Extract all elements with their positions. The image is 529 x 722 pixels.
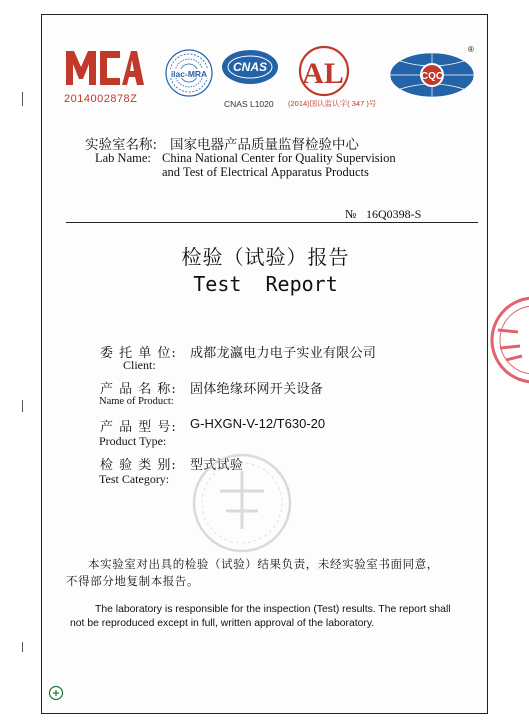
client-label-cn: 委 托 单 位: xyxy=(100,346,177,361)
test-category-label-cn: 检 验 类 别: xyxy=(100,458,177,473)
notice-en-line1: The laboratory is responsible for the inspection (Test) results. The report shall xyxy=(95,604,451,615)
cal-code: (2014)国认监认字( 347 )号 xyxy=(288,99,377,108)
test-category-label-en: Test Category: xyxy=(99,472,170,486)
lab-name-cn: 国家电器产品质量监督检验中心 xyxy=(170,137,359,153)
report-number: 16Q0398-S xyxy=(366,207,422,221)
cnas-code: CNAS L1020 xyxy=(224,99,274,109)
product-name-value: 固体绝缘环网开关设备 xyxy=(190,382,324,397)
margin-mark-left xyxy=(22,92,23,106)
ilac-mra-logo xyxy=(164,47,214,99)
svg-text:AL: AL xyxy=(302,57,344,90)
margin-mark-left-2 xyxy=(22,400,23,412)
header-divider xyxy=(66,222,478,223)
notice-cn-line1: 本实验室对出具的检验（试验）结果负责，未经实验室书面同意， xyxy=(88,557,439,571)
cma-logo xyxy=(64,49,144,89)
registered-mark: ® xyxy=(468,45,474,54)
client-label-en: Client: xyxy=(123,358,156,372)
product-type-value: G-HXGN-V-12/T630-20 xyxy=(190,416,326,431)
notice-cn-line2: 不得部分地复制本报告。 xyxy=(66,574,200,588)
svg-text:CNAS: CNAS xyxy=(232,60,268,74)
certificate-page xyxy=(41,14,488,714)
test-category-value: 型式试验 xyxy=(190,458,244,473)
report-title-cn: 检验（试验）报告 xyxy=(181,245,350,269)
product-type-label-cn: 产 品 型 号: xyxy=(100,420,177,435)
product-name-label-cn: 产 品 名 称: xyxy=(100,382,177,397)
report-number-symbol: № xyxy=(345,207,357,221)
notice-en-line2: not be reproduced except in full, written approval of the laboratory. xyxy=(70,618,375,629)
red-seal-stamp xyxy=(488,290,529,390)
margin-mark-left-3 xyxy=(22,642,23,652)
cma-code: 2014002878Z xyxy=(64,93,138,105)
lab-name-en-line1: China National Center for Quality Supervision xyxy=(162,151,396,165)
lab-name-en-label: Lab Name: xyxy=(95,151,151,165)
lab-name-cn-label: 实验室名称: xyxy=(85,137,158,153)
bottom-seal-mark xyxy=(48,685,64,701)
svg-text:ilac-MRA: ilac-MRA xyxy=(170,69,208,79)
faint-gray-stamp xyxy=(190,451,294,555)
product-name-label-en: Name of Product: xyxy=(99,396,174,407)
lab-name-en-line2: and Test of Electrical Apparatus Products xyxy=(162,165,369,179)
globe-logo xyxy=(388,49,476,101)
cnas-logo xyxy=(218,49,282,89)
cal-logo xyxy=(292,45,356,97)
product-type-label-en: Product Type: xyxy=(99,434,167,448)
client-value: 成都龙瀛电力电子实业有限公司 xyxy=(190,346,377,361)
svg-text:CQC: CQC xyxy=(420,71,444,82)
report-title-en: Test Report xyxy=(193,272,338,296)
